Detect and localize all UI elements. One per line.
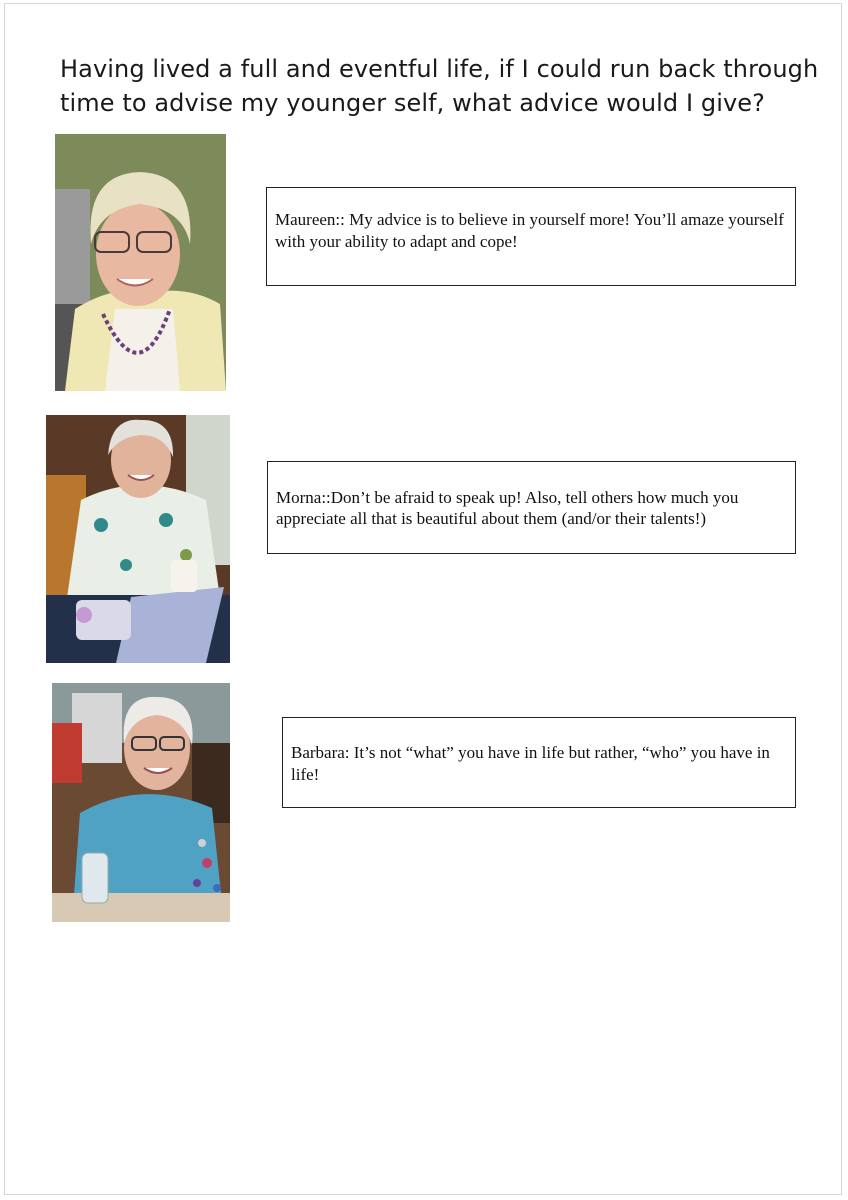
maureen-photo bbox=[55, 134, 226, 391]
barbara-quote-box bbox=[282, 717, 796, 808]
barbara-quote: Barbara: It’s not “what” you have in life but rather, “who” you have in life! bbox=[291, 743, 770, 784]
maureen-quote-box bbox=[266, 187, 796, 286]
barbara-photo bbox=[52, 683, 230, 922]
morna-photo bbox=[46, 415, 230, 663]
morna-quote-box bbox=[267, 461, 796, 554]
morna-quote: Morna::Don’t be afraid to speak up! Also, tell others how much you appreciate all that is beautiful about them (and/or their talents!) bbox=[276, 488, 739, 528]
maureen-quote: Maureen:: My advice is to believe in yourself more! You’ll amaze yourself with your ability to adapt and cope! bbox=[275, 210, 784, 251]
page-heading: Having lived a full and eventful life, if I could run back through time to advise my younger self, what advice would I give? bbox=[60, 55, 819, 117]
